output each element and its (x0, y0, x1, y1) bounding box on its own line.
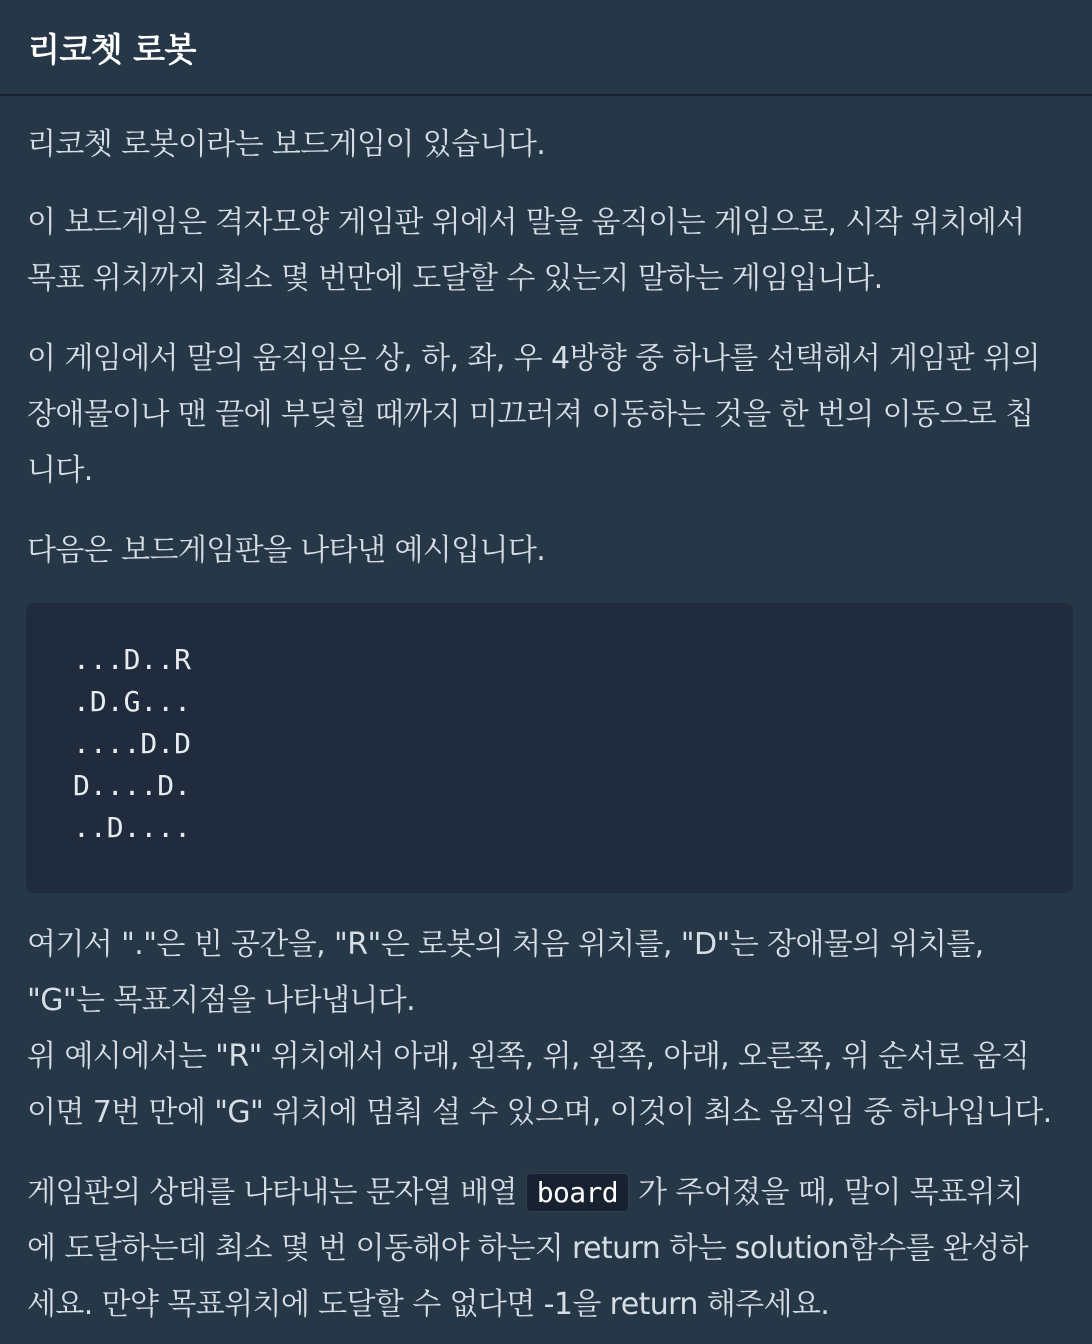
task-line-3: 세요. 만약 목표위치에 도달할 수 없다면 -1을 return 해주세요. (27, 1287, 830, 1322)
board-example-code-block (26, 603, 1073, 893)
intro-paragraph (27, 117, 1065, 173)
example-intro-paragraph (27, 523, 1065, 579)
problem-description (0, 117, 1092, 1333)
page-title: 리코쳇 로봇 (28, 29, 196, 69)
legend-line-4: 이면 7번 만에 "G" 위치에 멈춰 설 수 있으며, 이것이 최소 움직임 중 하나입니다. (27, 1095, 1052, 1130)
board-row: ....D.D (73, 727, 192, 760)
legend-paragraph (27, 917, 1065, 1141)
description-paragraph (27, 195, 1065, 307)
rules-line-1: 이 게임에서 말의 움직임은 상, 하, 좌, 우 4방향 중 하나를 선택해서 게임판 위의 (27, 341, 1040, 376)
rules-paragraph (27, 331, 1065, 499)
board-row: ..D.... (73, 811, 192, 844)
task-line-2: 에 도달하는데 최소 몇 번 이동해야 하는지 return 하는 solution함수를 완성하 (27, 1231, 1028, 1266)
task-line-1 (27, 1165, 1065, 1221)
board-row: .D.G... (73, 685, 192, 718)
example-intro-line: 다음은 보드게임판을 나타낸 예시입니다. (27, 533, 546, 568)
header (0, 0, 1092, 96)
board-inline-code: board (526, 1173, 629, 1212)
task-line-1-text-before: 게임판의 상태를 나타내는 문자열 배열 (27, 1175, 526, 1210)
legend-line-3: 위 예시에서는 "R" 위치에서 아래, 왼쪽, 위, 왼쪽, 아래, 오른쪽, 위 순서로 움직 (27, 1039, 1030, 1074)
task-paragraph (27, 1165, 1065, 1333)
board-row: ...D..R (73, 643, 192, 676)
description-line-1: 이 보드게임은 격자모양 게임판 위에서 말을 움직이는 게임으로, 시작 위치에서 (27, 205, 1025, 240)
task-line-1-text-after: 가 주어졌을 때, 말이 목표위치 (629, 1175, 1024, 1210)
legend-line-1: 여기서 "."은 빈 공간을, "R"은 로봇의 처음 위치를, "D"는 장애물의 위치를, (27, 927, 984, 962)
board-row: D....D. (73, 769, 192, 802)
rules-line-3: 니다. (27, 453, 93, 488)
intro-line: 리코쳇 로봇이라는 보드게임이 있습니다. (27, 127, 546, 162)
description-line-2: 목표 위치까지 최소 몇 번만에 도달할 수 있는지 말하는 게임입니다. (27, 261, 883, 296)
legend-line-2: "G"는 목표지점을 나타냅니다. (27, 983, 416, 1018)
rules-line-2: 장애물이나 맨 끝에 부딪힐 때까지 미끄러져 이동하는 것을 한 번의 이동으로 칩 (27, 397, 1034, 432)
